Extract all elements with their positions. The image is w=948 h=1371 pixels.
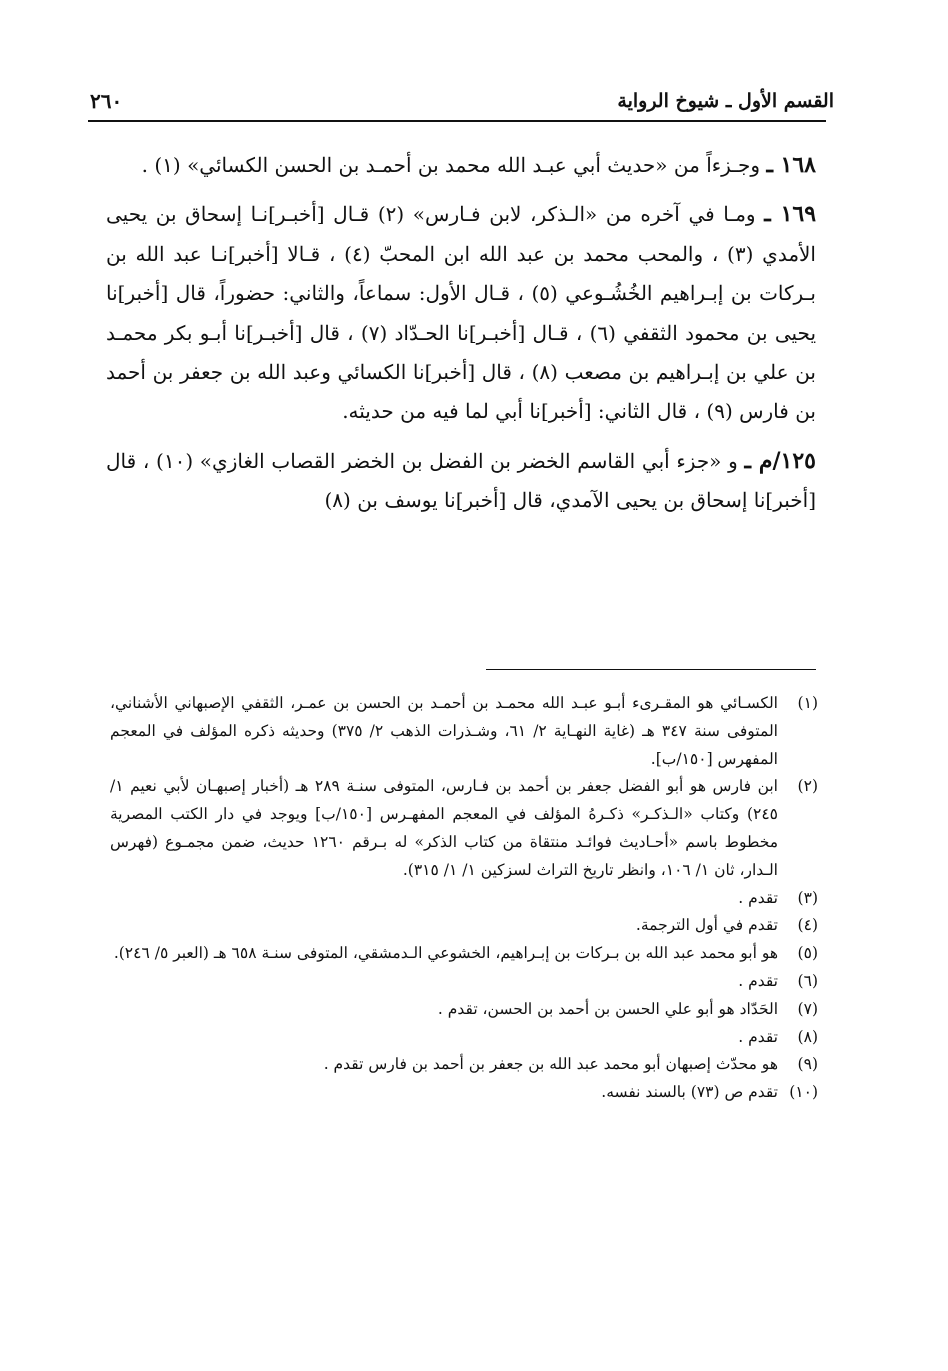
footnote-text: الحَدّاد هو أبو علي الحسن بن أحمد بن الحسن، تقدم . — [437, 999, 778, 1018]
footnote-separator — [486, 669, 816, 670]
footnote-number: (١٠) — [789, 1083, 818, 1102]
entry-169 — [106, 195, 816, 431]
entry-number: ١٦٨ ـ — [766, 152, 816, 178]
footnote-number: (١) — [797, 694, 818, 712]
entry-text: و «جزء أبي القاسم الخضر بن الفضل بن الخضر القصاب الغازي» (١٠) ، قال [أخبر]نا إسحاق بن يحيى الآمدي، قال [أخبر]نا يوسف بن (٨) — [106, 448, 816, 513]
footnote-text: تقدم . — [738, 971, 778, 990]
header-rule — [88, 120, 826, 122]
entry-text: ومـا في آخره من «الـذكر، لابن فـارس» (٢) قـال [أخبـر]نـا إسحاق بن يحيى الأمدي (٣) ، والمحب محمد بن عبد الله ابن المحبّ (٤) ، قـالا [أخبر]نـا عبد الله بن بـركات بن إبـراهيم الخُشُـوعي (٥) ، قـال الأول: سماعاً، والثاني: حضوراً، قال [أخبر]نا يحيى بن محمود الثقفي (٦) ، قـال [أخبـر]نا الحـدّاد (٧) ، قال [أخبـر]نا أبـو بكر محمـد بن علي بن إبـراهيم بن مصعب (٨) ، قال [أخبر]نا الكسائي وعبد الله بن جعفر بن أحمد بن فارس (٩) ، قال الثاني: [أخبر]نا أبي لما فيه من حديثه. — [106, 202, 817, 424]
running-header — [90, 84, 834, 118]
footnote-text: تقدم . — [738, 888, 778, 907]
footnote-text: تقدم . — [738, 1027, 778, 1046]
entry-125m — [106, 442, 816, 521]
footnote-text: الكسـائي هو المقـرىء أبـو عبـد الله محمـد بن أحمـد بن الحسن بن عمـر، الثقفي الإصبهاني الأشناني، المتوفى سنة ٣٤٧ هـ (غاية النهـاية ٢/ ٦١، وشـذرات الذهب ٢/ ٣٧٥) وحديثه ذكره المؤلف في المعجم المفهرس [١٥٠/ب]. — [110, 694, 778, 768]
footnote-number: (٩) — [797, 1055, 818, 1074]
footnote-text: هو محدّث إصبهان أبو محمد عبد الله بن جعفر بن أحمد بن فارس تقدم . — [323, 1055, 778, 1074]
entry-number: ١٦٩ ـ — [764, 201, 817, 228]
footnote-10 — [110, 1079, 818, 1107]
footnote-9 — [110, 1051, 818, 1079]
entry-number: ١٢٥/م ـ — [744, 447, 816, 474]
footnote-4 — [110, 912, 818, 940]
footnote-5 — [110, 940, 818, 968]
footnote-number: (٧) — [797, 999, 818, 1018]
footnote-3 — [110, 885, 818, 913]
footnote-text: تقدم ص (٧٣) بالسند نفسه. — [601, 1083, 778, 1102]
footnotes — [110, 690, 818, 1107]
footnote-1 — [110, 690, 818, 773]
footnote-number: (٦) — [797, 971, 818, 990]
footnote-number: (٨) — [797, 1027, 818, 1046]
footnote-text: تقدم في أول الترجمة. — [635, 916, 778, 935]
footnote-text: ابن فارس هو أبو الفضل جعفر بن أحمد بن فـارس، المتوفى سنـة ٢٨٩ هـ (أخبار إصبهـان لأبي نعيم ١/ ٢٤٥) وكتاب «الـذكـر» ذكـرهُ المؤلف في المعجم المفهـرس [١٥٠/ب] ويوجد في دار الكتب المصرية مخطوط باسم «أحـاديث فوائـد منتقاة من كتاب الذكر» له بـرقم ١٢٦٠ حديث، ضمن مجمـوع (فهرس الـدار، ثان ١/ ١٠٦، وانظر تاريخ التراث لسزكين ١/ ١/ ٣١٥). — [110, 777, 778, 879]
footnote-2 — [110, 773, 818, 884]
footnote-8 — [110, 1024, 818, 1052]
main-text — [106, 146, 816, 531]
footnote-number: (٥) — [797, 944, 818, 963]
footnote-7 — [110, 996, 818, 1024]
entry-168 — [106, 146, 816, 185]
footnote-number: (٢) — [797, 777, 818, 796]
footnote-number: (٤) — [797, 916, 818, 935]
entry-text: وجـزءاً من «حديث أبي عبـد الله محمد بن أحمـد بن الحسن الكسائي» (١) . — [141, 153, 761, 177]
footnote-6 — [110, 968, 818, 996]
section-title: القسم الأول ـ شيوخ الرواية — [617, 90, 834, 112]
footnote-text: هو أبو محمد عبد الله بن بـركات بن إبـراهيم، الخشوعي الـدمشقي، المتوفى سنـة ٦٥٨ هـ (العبر ٥/ ٢٤٦). — [113, 944, 778, 963]
page-number: ٢٦٠ — [90, 89, 123, 113]
footnote-number: (٣) — [797, 888, 818, 907]
